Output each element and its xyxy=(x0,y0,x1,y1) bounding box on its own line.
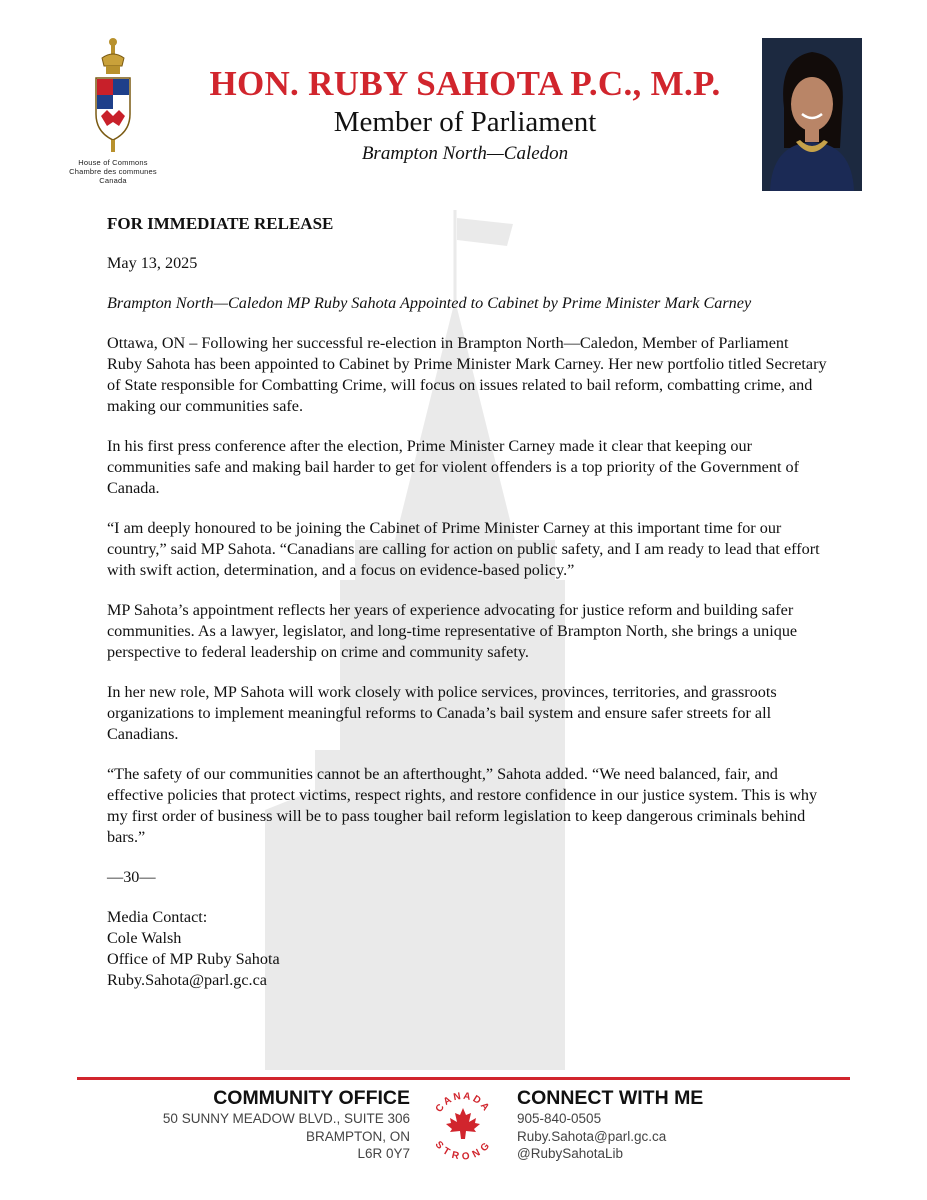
mp-role: Member of Parliament xyxy=(333,106,597,138)
house-of-commons-crest xyxy=(58,36,168,196)
email-link[interactable]: Ruby.Sahota@parl.gc.ca xyxy=(517,1128,667,1144)
release-body xyxy=(107,213,827,991)
quote-paragraph: “I am deeply honoured to be joining the Cabinet of Prime Minister Carney at this important time for our country,” said MP Sahota. “Canadians are calling for action on public safety, and I am ready to lead that effort with swift action, determination, and a focus on evidence-based policy.” xyxy=(107,519,820,579)
mp-portrait-photo xyxy=(762,38,862,191)
contact-label: Media Contact: xyxy=(107,908,208,926)
connect-title: CONNECT WITH ME xyxy=(517,1087,704,1109)
social-handle-link[interactable]: @RubySahotaLib xyxy=(517,1146,624,1161)
footer-divider xyxy=(77,1077,850,1080)
crest-line-country: Canada xyxy=(99,176,127,185)
crest-line-french: Chambre des communes xyxy=(69,167,157,176)
masthead xyxy=(190,64,740,166)
phone-number[interactable]: 905-840-0505 xyxy=(517,1111,602,1126)
contact-office: Office of MP Ruby Sahota xyxy=(107,950,280,968)
crest-line-english: House of Commons xyxy=(78,158,148,167)
paragraph: MP Sahota’s appointment reflects her years of experience advocating for justice reform and building safer communities. As a lawyer, legislator, and long-time representative of Brampton North, she brings a unique perspective to federal leadership on crime and community safety. xyxy=(107,601,798,661)
mp-riding: Brampton North—Caledon xyxy=(361,143,569,164)
paragraph: In his first press conference after the election, Prime Minister Carney made it clear that keeping our communities safe and making bail harder to get for violent offenders is a top priority of the Government of Canada. xyxy=(107,437,799,497)
mp-name: HON. RUBY SAHOTA P.C., M.P. xyxy=(209,64,721,103)
release-label: FOR IMMEDIATE RELEASE xyxy=(107,214,334,233)
contact-email: Ruby.Sahota@parl.gc.ca xyxy=(107,971,267,989)
quote-paragraph: “The safety of our communities cannot be an afterthought,” Sahota added. “We need balanced, fair, and effective policies that protect victims, respect rights, and restore confidence in our justice system. This is why my first order of business will be to pass tougher bail reform legislation to keep dangerous criminals behind bars.” xyxy=(107,765,818,846)
emblem-top-text: CANADA xyxy=(433,1090,493,1115)
portrait-illustration xyxy=(762,38,862,191)
mace-crest-icon xyxy=(90,36,136,154)
canada-strong-emblem xyxy=(428,1084,498,1164)
contact-name: Cole Walsh xyxy=(107,929,182,947)
paragraph: Ottawa, ON – Following her successful re-election in Brampton North—Caledon, Member of Parliament Ruby Sahota has been appointed to Cabinet by Prime Minister Mark Carney. Her new portfolio titled Secretary of State responsible for Combatting Crime, will focus on issues related to bail reform, combatting crime, and making our communities safe. xyxy=(107,334,827,415)
connect-with-me xyxy=(517,1086,817,1163)
release-headline: Brampton North—Caledon MP Ruby Sahota Appointed to Cabinet by Prime Minister Mark Carney xyxy=(107,294,752,312)
office-title: COMMUNITY OFFICE xyxy=(213,1087,410,1109)
release-date: May 13, 2025 xyxy=(107,254,198,272)
office-city-line: BRAMPTON, ON xyxy=(305,1128,410,1144)
crest-label xyxy=(58,158,168,185)
emblem-bottom-text: STRONG xyxy=(432,1139,494,1163)
media-contact xyxy=(107,907,827,991)
community-office xyxy=(120,1086,410,1163)
office-address-line: 50 SUNNY MEADOW BLVD., SUITE 306 xyxy=(162,1111,410,1126)
paragraph: In her new role, MP Sahota will work closely with police services, provinces, territories, and grassroots organizations to implement meaningful reforms to Canada’s bail system and ensure safer streets for all Canadians. xyxy=(107,683,777,743)
end-mark: —30— xyxy=(107,868,156,886)
office-postal-line: L6R 0Y7 xyxy=(357,1146,410,1161)
maple-leaf-icon xyxy=(446,1108,480,1139)
